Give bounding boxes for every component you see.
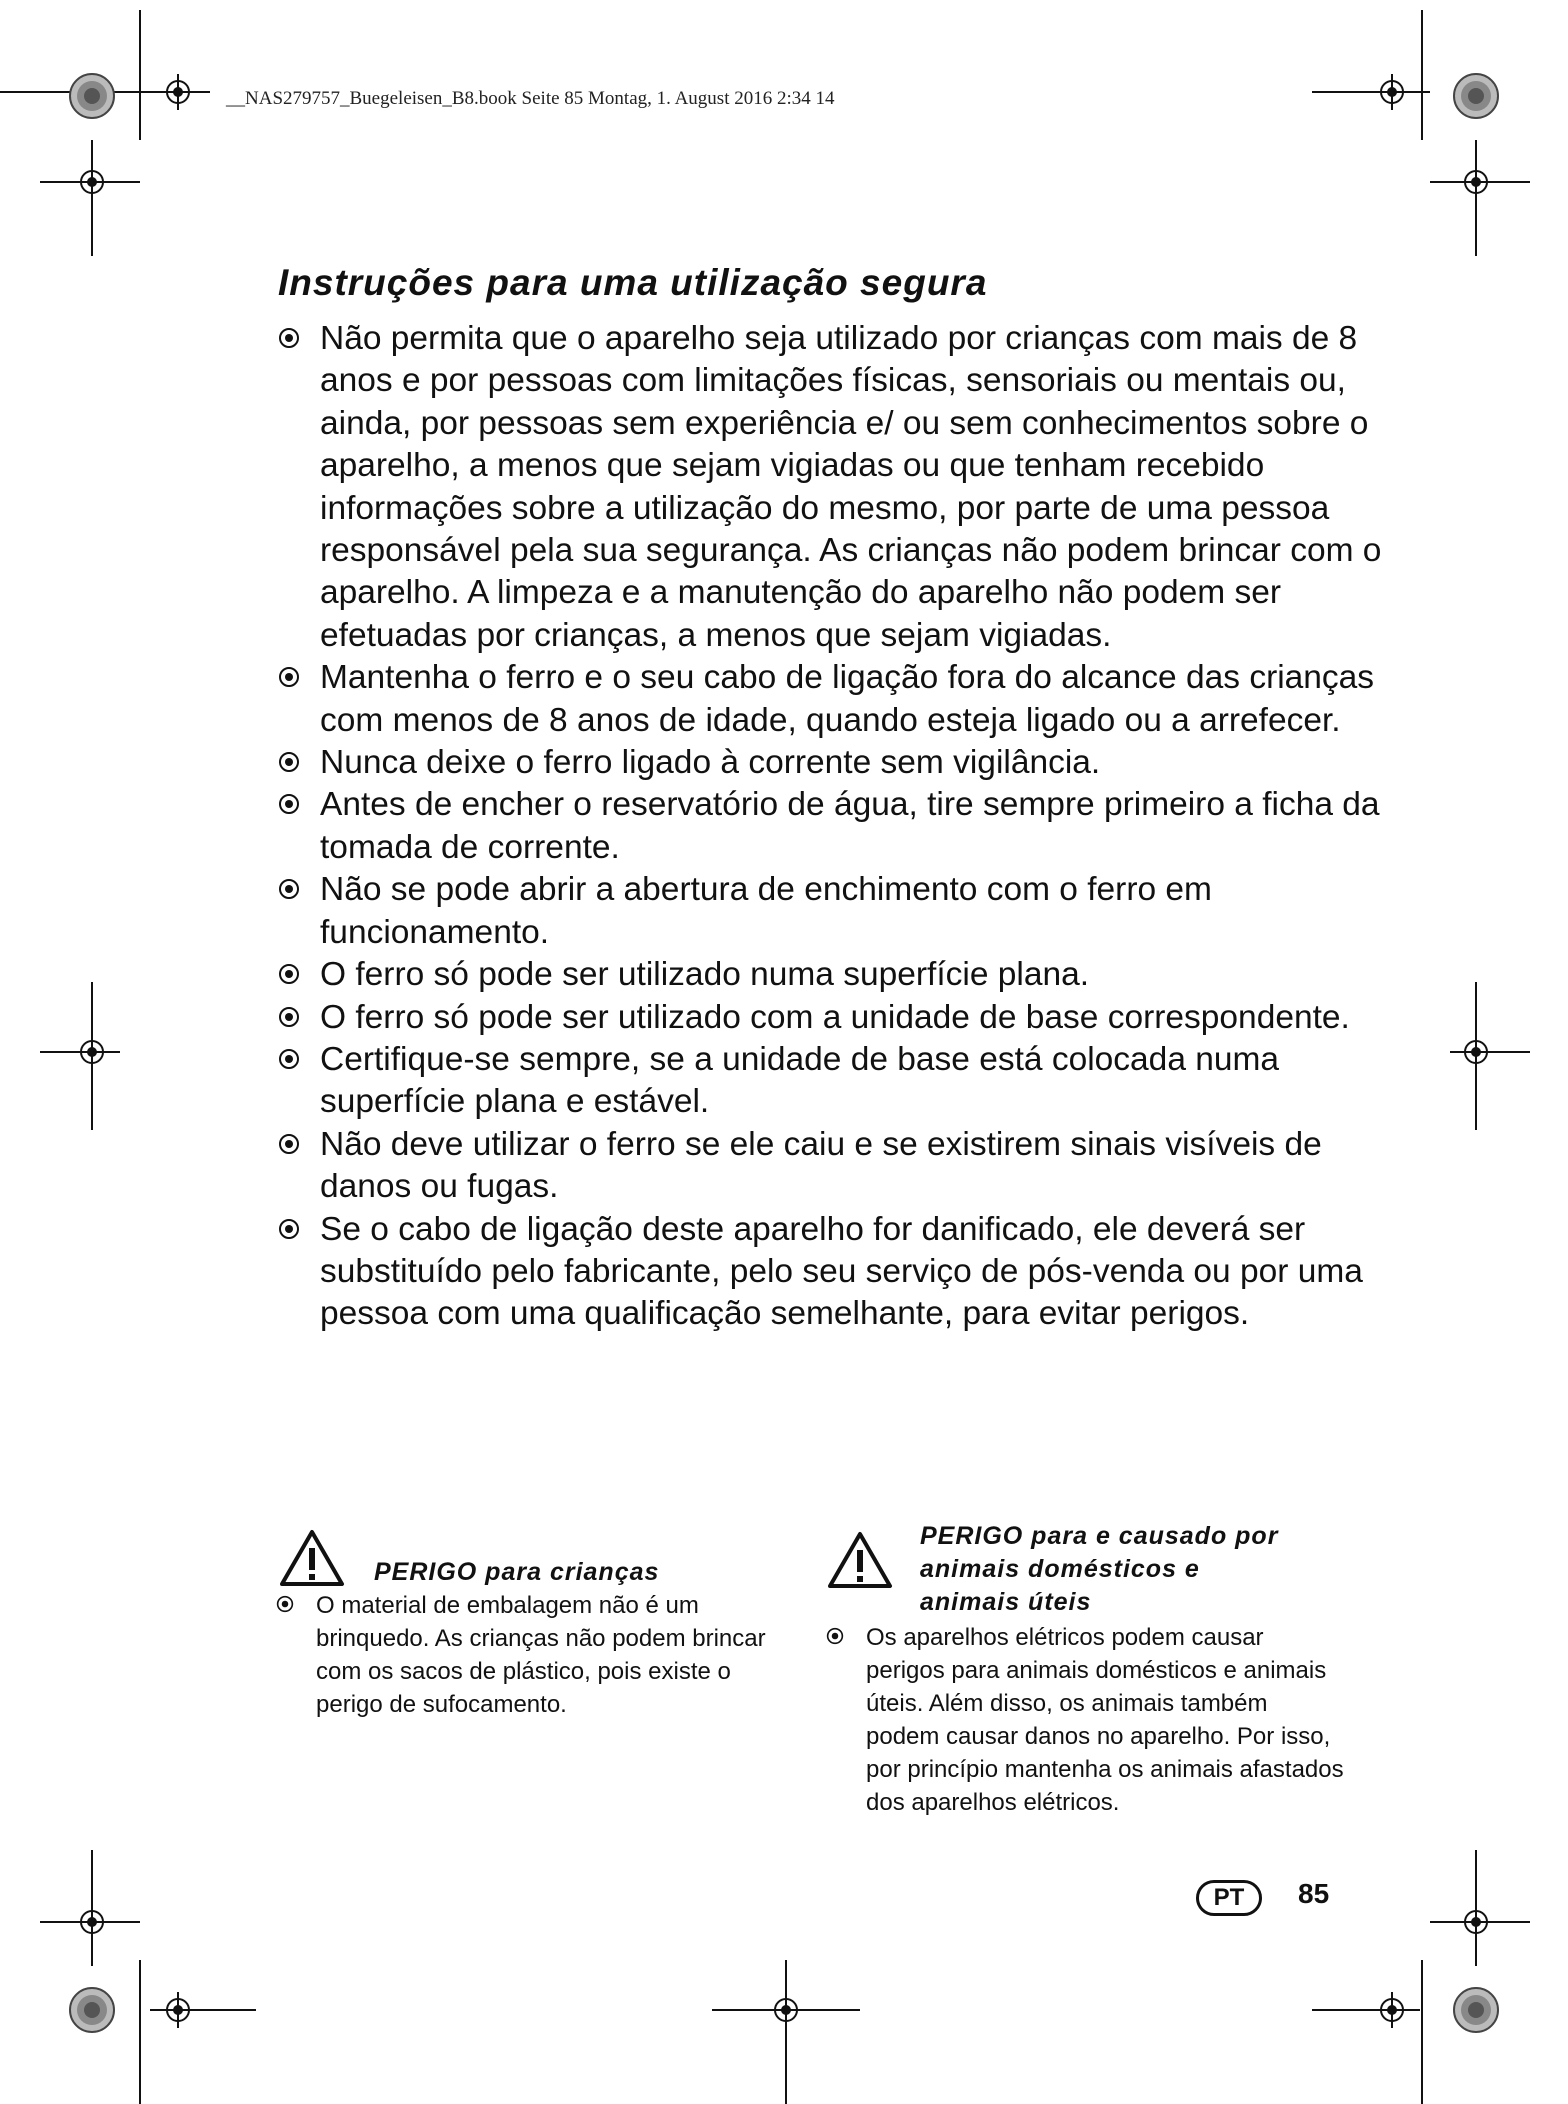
list-item xyxy=(278,1209,1388,1336)
warning-children-text: O material de embalagem não é um brinquedo. As crianças não podem brincar com os sacos de plástico, pois existe o perigo de sufocamento. xyxy=(316,1592,766,1718)
list-item xyxy=(278,318,1388,657)
list-item xyxy=(278,1039,1388,1124)
warning-animals-text-block xyxy=(826,1621,1346,1819)
warning-children xyxy=(276,1556,776,1721)
warning-animals-heading-line: animais domésticos e xyxy=(920,1555,1200,1583)
list-item xyxy=(278,869,1388,954)
warning-animals-heading-line: PERIGO para e causado por xyxy=(920,1522,1279,1550)
circled-dot-icon xyxy=(278,878,300,900)
warning-animals-heading xyxy=(826,1520,1346,1619)
list-item-text: O ferro só pode ser utilizado numa superfície plana. xyxy=(320,956,1090,994)
list-item-text: Mantenha o ferro e o seu cabo de ligação fora do alcance das crianças com menos de 8 anos de idade, quando esteja ligado ou a arrefecer. xyxy=(320,659,1375,739)
circled-dot-icon xyxy=(278,1048,300,1070)
list-item xyxy=(278,1124,1388,1209)
safety-instructions-list xyxy=(278,318,1388,1336)
list-item xyxy=(278,657,1388,742)
list-item xyxy=(278,997,1388,1039)
circled-dot-icon xyxy=(278,666,300,688)
circled-dot-icon xyxy=(278,327,300,349)
circled-dot-icon xyxy=(278,1218,300,1240)
circled-dot-icon xyxy=(826,1627,844,1645)
circled-dot-icon xyxy=(278,793,300,815)
list-item-text: Não permita que o aparelho seja utilizado por crianças com mais de 8 anos e por pessoas com limitações físicas, sensoriais ou mentais ou, ainda, por pessoas sem experiência e/ ou sem conhecimentos sobre o aparelho, a menos que sejam vigiadas ou que tenham recebido informações sobre a utilização do mesmo, por parte de uma pessoa responsável pela sua segurança. As crianças não podem brincar com o aparelho. A limpeza e a manutenção do aparelho não podem ser efetuadas por crianças, a menos que sejam vigiadas. xyxy=(320,320,1382,654)
circled-dot-icon xyxy=(276,1595,294,1613)
list-item xyxy=(278,954,1388,996)
circled-dot-icon xyxy=(278,1006,300,1028)
list-item xyxy=(278,784,1388,869)
list-item-text: Não deve utilizar o ferro se ele caiu e se existirem sinais visíveis de danos ou fugas. xyxy=(320,1125,1322,1206)
circled-dot-icon xyxy=(278,1133,300,1155)
list-item-text: Nunca deixe o ferro ligado à corrente sem vigilância. xyxy=(320,744,1101,782)
list-item-text: Certifique-se sempre, se a unidade de base está colocada numa superfície plana e estável. xyxy=(320,1040,1280,1121)
page-number: 85 xyxy=(1298,1878,1330,1909)
language-badge: PT xyxy=(1196,1880,1262,1916)
list-item-text: Não se pode abrir a abertura de enchimento com o ferro em funcionamento. xyxy=(320,871,1212,951)
page-title: Instruções para uma utilização segura xyxy=(278,262,988,303)
warning-animals-heading-line: animais úteis xyxy=(920,1588,1092,1616)
list-item-text: O ferro só pode ser utilizado com a unidade de base correspondente. xyxy=(320,998,1350,1036)
list-item-text: Antes de encher o reservatório de água, tire sempre primeiro a ficha da tomada de corrente. xyxy=(320,786,1380,866)
warning-animals xyxy=(826,1520,1346,1819)
list-item xyxy=(278,742,1388,784)
circled-dot-icon xyxy=(278,963,300,985)
warning-children-heading: PERIGO para crianças xyxy=(374,1558,660,1586)
warning-children-text-block xyxy=(276,1589,776,1721)
list-item-text: Se o cabo de ligação deste aparelho for danificado, ele deverá ser substituído pelo fabricante, pelo seu serviço de pós-venda ou por uma pessoa com uma qualificação semelhante, para evitar perigos. xyxy=(320,1210,1363,1333)
circled-dot-icon xyxy=(278,751,300,773)
warning-animals-text: Os aparelhos elétricos podem causar perigos para animais domésticos e animais úteis. Além disso, os animais também podem causar danos no aparelho. Por isso, por princípio mantenha os animais afastados dos aparelhos elétricos. xyxy=(866,1624,1344,1816)
print-slug: __NAS279757_Buegeleisen_B8.book Seite 85 Montag, 1. August 2016 2:34 14 xyxy=(226,88,835,109)
